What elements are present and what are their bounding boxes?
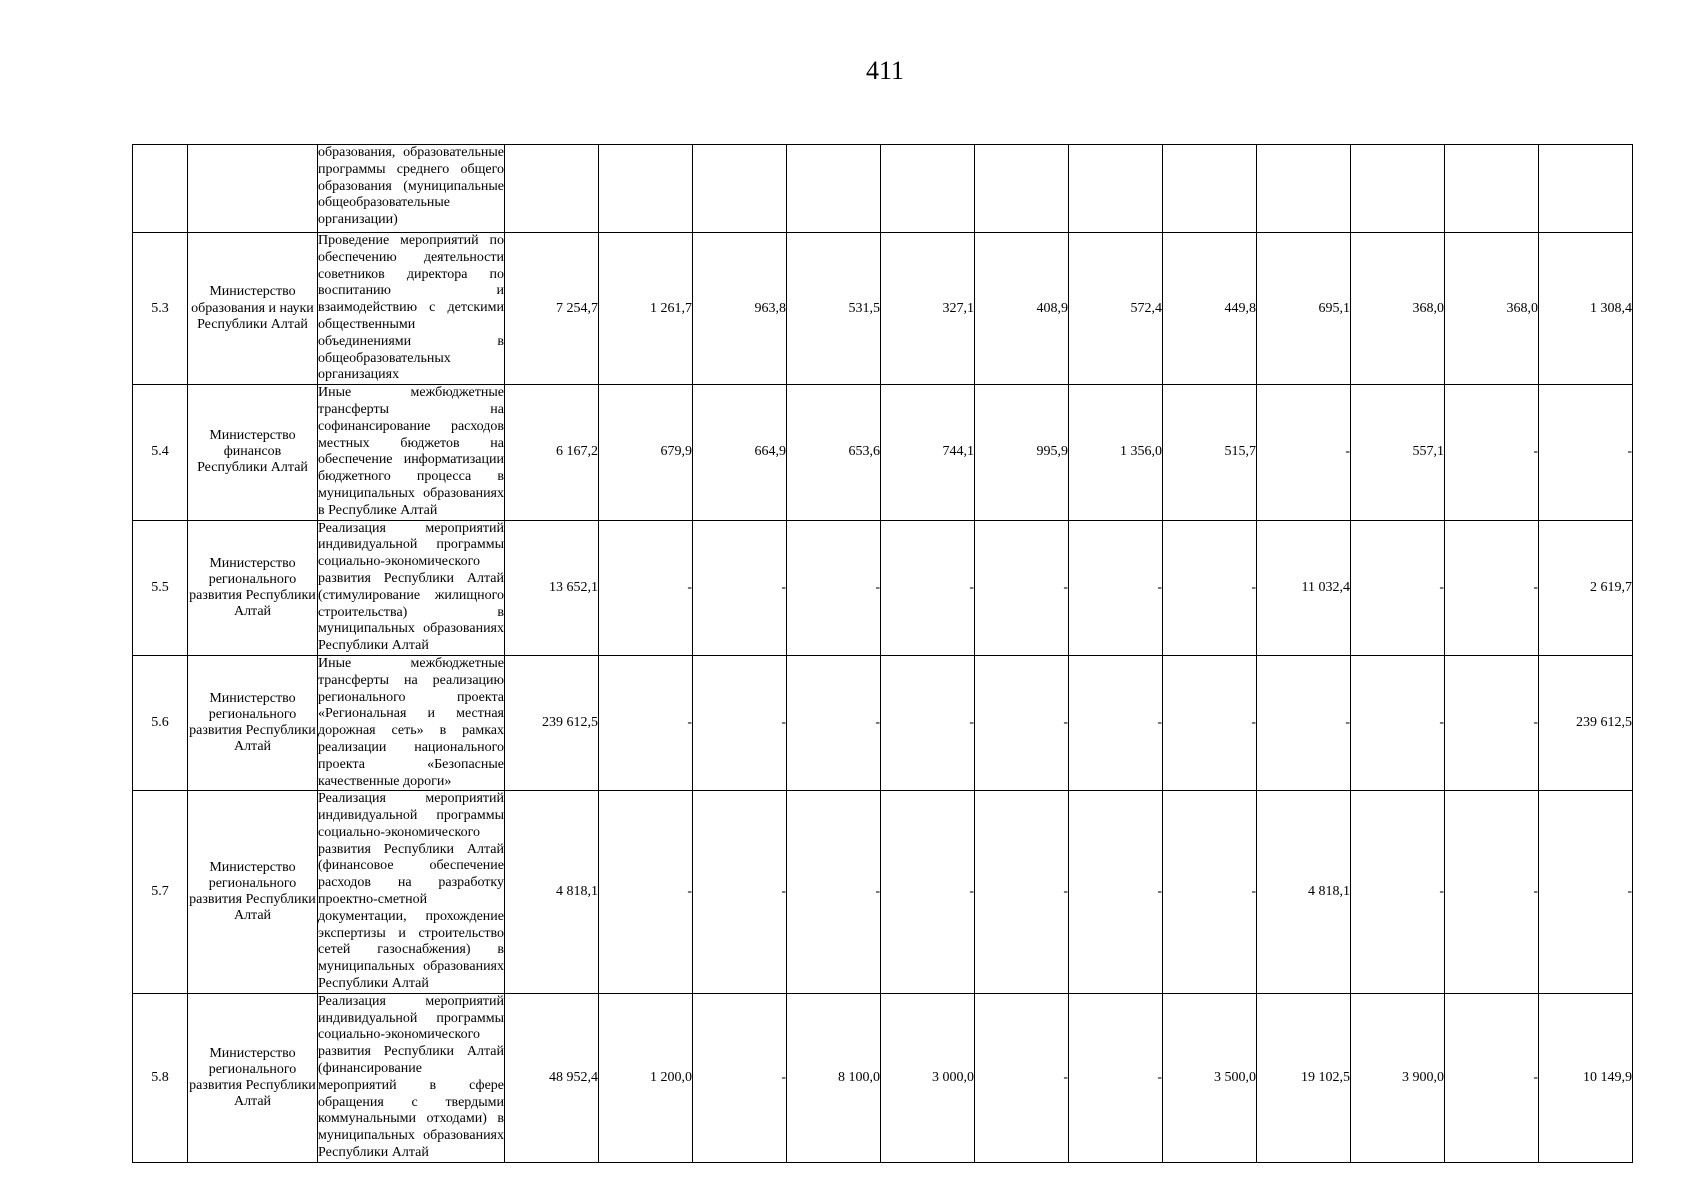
amount-cell: - [693,791,787,994]
amount-cell: - [1163,655,1257,790]
amount-cell [881,145,975,233]
amount-cell: - [787,520,881,655]
amount-cell: - [1069,791,1163,994]
amount-cell: 1 200,0 [599,993,693,1162]
amount-cell [693,145,787,233]
measure-description: Реализация мероприятий индивидуальной программы социально-экономического развития Республики Алтай (финансирование мероприятий в сфере обращения с твердыми коммунальными отходами) в муниципальных образованиях Республики Алтай [318,993,505,1162]
amount-cell: 744,1 [881,385,975,520]
amount-cell: - [1069,520,1163,655]
amount-cell: 13 652,1 [505,520,599,655]
amount-cell: - [1445,520,1539,655]
table-row [133,791,1633,994]
budget-table [132,144,1633,1163]
amount-cell: - [693,655,787,790]
table-row [133,233,1633,385]
responsible-organization: Министерство регионального развития Республики Алтай [188,520,318,655]
amount-cell [599,145,693,233]
amount-cell: 327,1 [881,233,975,385]
row-number: 5.6 [133,655,188,790]
amount-cell: - [1163,791,1257,994]
amount-cell: 995,9 [975,385,1069,520]
amount-cell: - [1069,993,1163,1162]
amount-cell: - [599,655,693,790]
amount-cell [975,145,1069,233]
amount-cell: - [1445,385,1539,520]
amount-cell: 531,5 [787,233,881,385]
amount-cell: 1 261,7 [599,233,693,385]
amount-cell: - [1257,655,1351,790]
row-number: 5.5 [133,520,188,655]
amount-cell: 19 102,5 [1257,993,1351,1162]
amount-cell: 11 032,4 [1257,520,1351,655]
amount-cell: - [1069,655,1163,790]
amount-cell: 4 818,1 [1257,791,1351,994]
amount-cell: - [787,655,881,790]
amount-cell: - [975,791,1069,994]
table-row [133,655,1633,790]
amount-cell: 3 500,0 [1163,993,1257,1162]
amount-cell: 449,8 [1163,233,1257,385]
amount-cell: 239 612,5 [1539,655,1633,790]
amount-cell: - [1445,791,1539,994]
amount-cell: 10 149,9 [1539,993,1633,1162]
amount-cell: 4 818,1 [505,791,599,994]
amount-cell: 408,9 [975,233,1069,385]
amount-cell: - [693,993,787,1162]
amount-cell: - [1257,385,1351,520]
amount-cell: 3 900,0 [1351,993,1445,1162]
amount-cell [1069,145,1163,233]
amount-cell: - [881,655,975,790]
amount-cell [1163,145,1257,233]
measure-description: Реализация мероприятий индивидуальной программы социально-экономического развития Республики Алтай (стимулирование жилищного строительства) в муниципальных образованиях Республики Алтай [318,520,505,655]
amount-cell: 368,0 [1351,233,1445,385]
amount-cell: 963,8 [693,233,787,385]
amount-cell [1257,145,1351,233]
amount-cell: 695,1 [1257,233,1351,385]
measure-description: Иные межбюджетные трансферты на реализацию регионального проекта «Региональная и местная дорожная сеть» в рамках реализации национального проекта «Безопасные качественные дороги» [318,655,505,790]
amount-cell: 1 308,4 [1539,233,1633,385]
amount-cell: 664,9 [693,385,787,520]
measure-description: Иные межбюджетные трансферты на софинансирование расходов местных бюджетов на обеспечение информатизации бюджетного процесса в муниципальных образованиях в Республике Алтай [318,385,505,520]
amount-cell [1351,145,1445,233]
amount-cell: 6 167,2 [505,385,599,520]
amount-cell: - [787,791,881,994]
amount-cell [505,145,599,233]
responsible-organization: Министерство регионального развития Республики Алтай [188,993,318,1162]
amount-cell: 572,4 [1069,233,1163,385]
amount-cell: 1 356,0 [1069,385,1163,520]
table-row [133,520,1633,655]
page-number: 411 [865,56,905,85]
responsible-organization: Министерство образования и науки Республики Алтай [188,233,318,385]
amount-cell: 515,7 [1163,385,1257,520]
amount-cell: - [1351,520,1445,655]
table-row [133,145,1633,233]
row-number: 5.7 [133,791,188,994]
table-row [133,993,1633,1162]
measure-description: Реализация мероприятий индивидуальной программы социально-экономического развития Республики Алтай (финансовое обеспечение расходов на разработку проектно-сметной документации, прохождение экспертизы и строительство сетей газоснабжения) в муниципальных образованиях Республики Алтай [318,791,505,994]
amount-cell: - [1351,791,1445,994]
row-number: 5.4 [133,385,188,520]
amount-cell: - [1445,655,1539,790]
amount-cell: 679,9 [599,385,693,520]
amount-cell: - [693,520,787,655]
responsible-organization: Министерство регионального развития Республики Алтай [188,791,318,994]
responsible-organization: Министерство регионального развития Республики Алтай [188,655,318,790]
amount-cell: - [975,520,1069,655]
amount-cell: 653,6 [787,385,881,520]
amount-cell: - [975,655,1069,790]
measure-description: Проведение мероприятий по обеспечению деятельности советников директора по воспитанию и взаимодействию с детскими общественными объединениями в общеобразовательных организациях [318,233,505,385]
amount-cell [1539,145,1633,233]
amount-cell: - [1351,655,1445,790]
amount-cell: 557,1 [1351,385,1445,520]
amount-cell: 48 952,4 [505,993,599,1162]
responsible-organization [188,145,318,233]
amount-cell: 239 612,5 [505,655,599,790]
amount-cell: - [975,993,1069,1162]
amount-cell: - [1445,993,1539,1162]
amount-cell: - [881,791,975,994]
amount-cell [1445,145,1539,233]
row-number [133,145,188,233]
amount-cell: 7 254,7 [505,233,599,385]
amount-cell: - [1539,791,1633,994]
amount-cell: 368,0 [1445,233,1539,385]
amount-cell: - [1163,520,1257,655]
row-number: 5.3 [133,233,188,385]
amount-cell: - [881,520,975,655]
amount-cell: 2 619,7 [1539,520,1633,655]
amount-cell [787,145,881,233]
amount-cell: 8 100,0 [787,993,881,1162]
row-number: 5.8 [133,993,188,1162]
responsible-organization: Министерство финансов Республики Алтай [188,385,318,520]
amount-cell: - [599,520,693,655]
table-row [133,385,1633,520]
amount-cell: - [599,791,693,994]
amount-cell: - [1539,385,1633,520]
measure-description: образования, образовательные программы среднего общего образования (муниципальные общеобразовательные организации) [318,145,505,233]
amount-cell: 3 000,0 [881,993,975,1162]
